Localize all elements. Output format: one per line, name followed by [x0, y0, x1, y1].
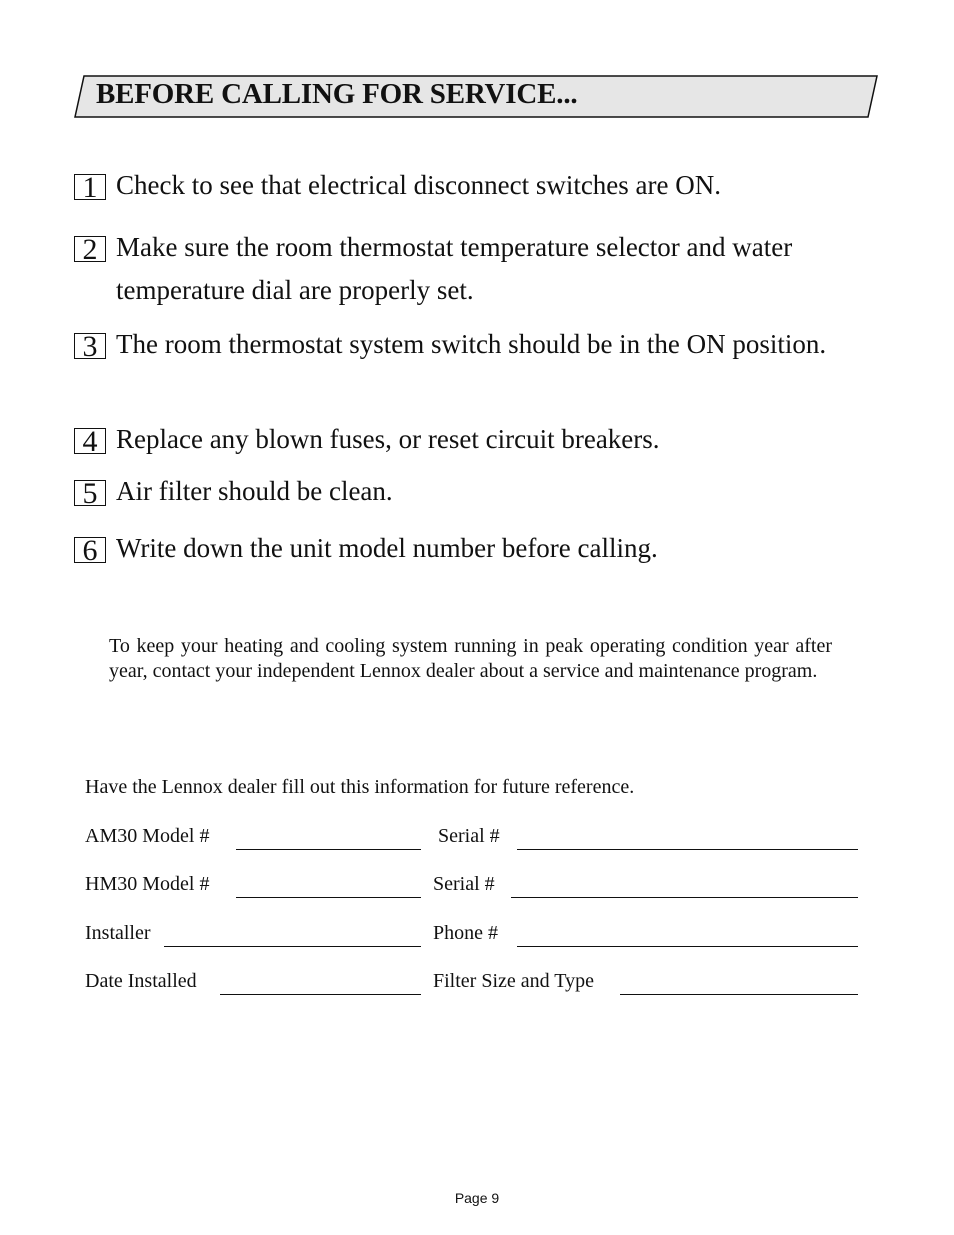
- am30-serial-label: Serial #: [438, 825, 500, 847]
- page-number: Page 9: [454, 1190, 500, 1206]
- am30-serial-field[interactable]: [517, 849, 858, 850]
- filter-label: Filter Size and Type: [433, 970, 594, 992]
- am30-model-field[interactable]: [236, 849, 421, 850]
- step-number: 6: [74, 537, 106, 563]
- step-number: 2: [74, 236, 106, 262]
- date-installed-field[interactable]: [220, 994, 421, 995]
- step-text: Air filter should be clean.: [116, 476, 393, 506]
- step-number: 5: [74, 480, 106, 506]
- am30-model-label: AM30 Model #: [85, 825, 210, 847]
- installer-field[interactable]: [164, 946, 421, 947]
- hm30-model-field[interactable]: [236, 897, 421, 898]
- page-title: BEFORE CALLING FOR SERVICE...: [96, 78, 578, 110]
- date-installed-label: Date Installed: [85, 970, 197, 992]
- section-header-banner: [74, 75, 878, 118]
- step-text: Write down the unit model number before calling.: [116, 533, 658, 563]
- step-text: The room thermostat system switch should be in the ON position.: [116, 329, 827, 359]
- phone-field[interactable]: [517, 946, 858, 947]
- step-text: Make sure the room thermostat temperature selector and water temperature dial are properly set.: [116, 232, 793, 305]
- installer-label: Installer: [85, 922, 151, 944]
- hm30-model-label: HM30 Model #: [85, 873, 210, 895]
- maintenance-note: To keep your heating and cooling system running in peak operating condition year after year, contact your independent Lennox dealer about a service and maintenance program.: [109, 635, 832, 682]
- filter-field[interactable]: [620, 994, 858, 995]
- step-text: Check to see that electrical disconnect switches are ON.: [116, 170, 722, 200]
- hm30-serial-field[interactable]: [511, 897, 858, 898]
- phone-label: Phone #: [433, 922, 498, 944]
- info-intro: Have the Lennox dealer fill out this information for future reference.: [85, 776, 635, 798]
- step-text: Replace any blown fuses, or reset circuit breakers.: [116, 424, 660, 454]
- step-number: 1: [74, 174, 106, 200]
- hm30-serial-label: Serial #: [433, 873, 495, 895]
- step-number: 4: [74, 428, 106, 454]
- step-number: 3: [74, 333, 106, 359]
